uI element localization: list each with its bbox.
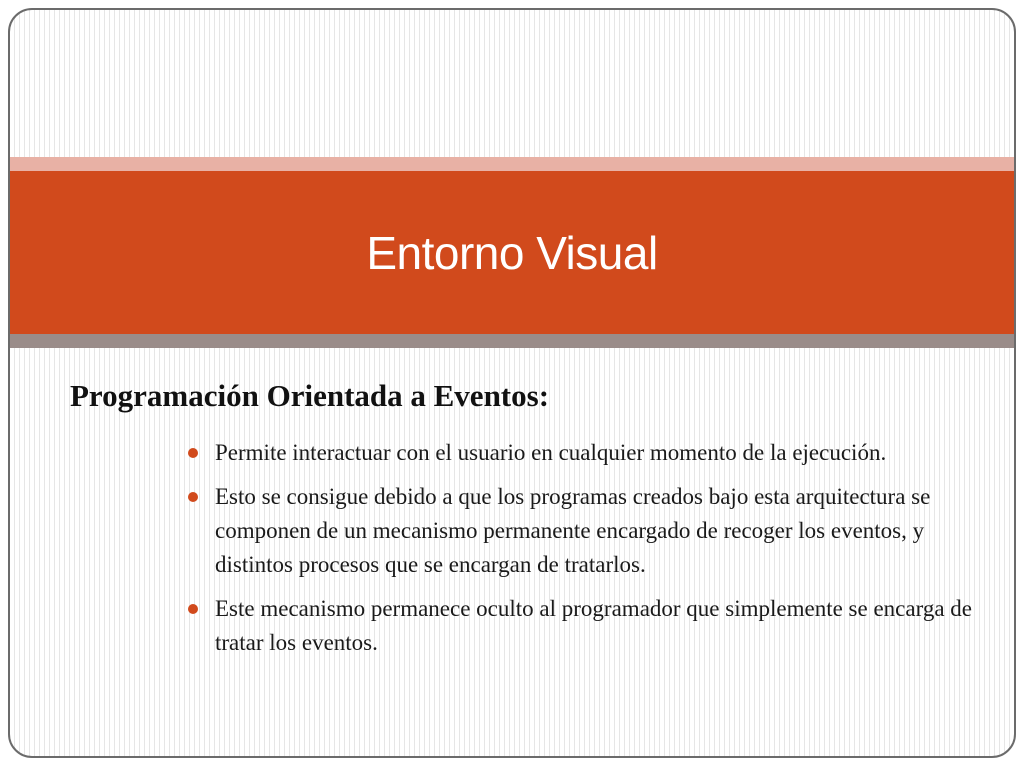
slide-title: Entorno Visual [366, 226, 658, 279]
bullet-text: Esto se consigue debido a que los programas creados bajo esta arquitectura se componen de un mecanismo permanente encargado de recoger los eventos, y distintos procesos que se encargan de tratarlos. [215, 484, 931, 577]
bullet-item [185, 436, 1005, 470]
bullet-list [185, 436, 1005, 670]
bullet-dot-icon [188, 604, 198, 614]
bullet-dot-icon [188, 448, 198, 458]
bullet-item [185, 480, 1005, 582]
bullet-text: Permite interactuar con el usuario en cualquier momento de la ejecución. [215, 440, 887, 465]
bullet-item [185, 592, 1005, 660]
title-band [10, 171, 1014, 334]
section-heading: Programación Orientada a Eventos: [70, 378, 550, 413]
title-accent-band-bottom [10, 334, 1014, 348]
bullet-text: Este mecanismo permanece oculto al programador que simplemente se encarga de tratar los eventos. [215, 596, 972, 655]
title-accent-band-top [10, 157, 1014, 171]
bullet-dot-icon [188, 492, 198, 502]
slide-frame [8, 8, 1016, 758]
